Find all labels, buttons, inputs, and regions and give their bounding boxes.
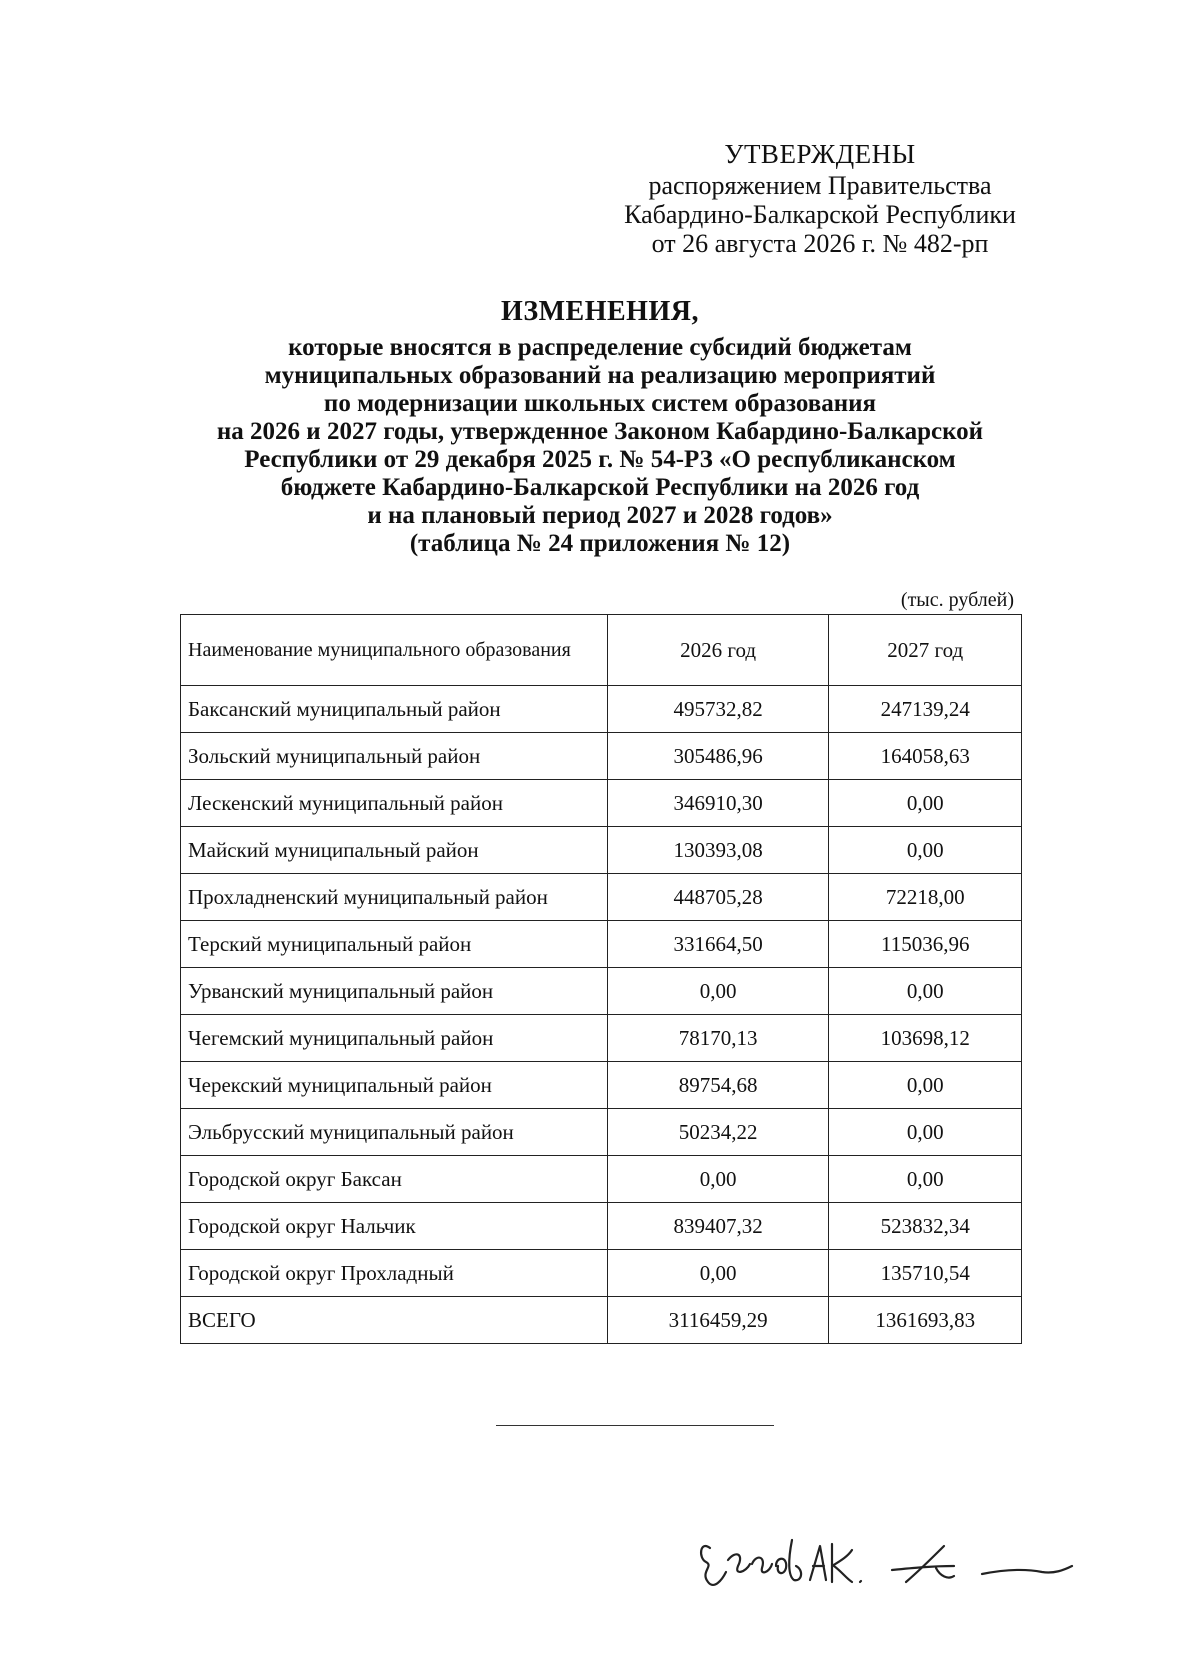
approval-line: распоряжением Правительства: [648, 171, 992, 200]
header-year-2026: 2026 год: [607, 615, 829, 686]
unit-label: (тыс. рублей): [900, 589, 1014, 611]
table-row: [181, 733, 1022, 780]
cell-municipality: Черекский муниципальный район: [181, 1062, 608, 1109]
cell-municipality: Зольский муниципальный район: [181, 733, 608, 780]
table-row: [181, 1015, 1022, 1062]
cell-municipality: Майский муниципальный район: [181, 827, 608, 874]
cell-2026: 0,00: [607, 1156, 829, 1203]
table-total-row: [181, 1297, 1022, 1344]
document-subtitle-line: бюджете Кабардино-Балкарской Республики на 2026 год: [280, 474, 920, 501]
cell-municipality: Баксанский муниципальный район: [181, 686, 608, 733]
document-subtitle-line: Республики от 29 декабря 2025 г. № 54-РЗ «О республиканском: [244, 446, 956, 473]
cell-municipality: Терский муниципальный район: [181, 921, 608, 968]
cell-2027: 0,00: [829, 968, 1022, 1015]
header-year-2027: 2027 год: [829, 615, 1022, 686]
cell-2027: 523832,34: [829, 1203, 1022, 1250]
subsidy-table: [180, 614, 1022, 1344]
cell-2027: 0,00: [829, 1156, 1022, 1203]
cell-2026: 78170,13: [607, 1015, 829, 1062]
table-row: [181, 1062, 1022, 1109]
cell-2026: 0,00: [607, 1250, 829, 1297]
approval-block: [600, 140, 1040, 258]
cell-2026: 130393,08: [607, 827, 829, 874]
header-municipality: Наименование муниципального образования: [181, 615, 608, 686]
cell-2026: 305486,96: [607, 733, 829, 780]
table-row: [181, 780, 1022, 827]
cell-2026: 0,00: [607, 968, 829, 1015]
cell-2026: 839407,32: [607, 1203, 829, 1250]
cell-2027: 135710,54: [829, 1250, 1022, 1297]
document-subtitle-line: муниципальных образований на реализацию мероприятий: [264, 362, 936, 389]
table-row: [181, 827, 1022, 874]
cell-2026: 495732,82: [607, 686, 829, 733]
cell-2026: 89754,68: [607, 1062, 829, 1109]
separator-line: [496, 1425, 774, 1426]
table-row: [181, 874, 1022, 921]
document-title: ИЗМЕНЕНИЯ,: [501, 296, 699, 327]
approval-line: от 26 августа 2026 г. № 482-рп: [651, 229, 989, 258]
cell-municipality: Прохладненский муниципальный район: [181, 874, 608, 921]
approval-title: УТВЕРЖДЕНЫ: [724, 139, 916, 169]
document-subtitle-line: которые вносятся в распределение субсидий бюджетам: [288, 334, 912, 361]
table-row: [181, 1156, 1022, 1203]
document-subtitle-line: и на плановый период 2027 и 2028 годов»: [367, 502, 833, 529]
cell-municipality: Городской округ Прохладный: [181, 1250, 608, 1297]
cell-2026: 448705,28: [607, 874, 829, 921]
cell-municipality: Урванский муниципальный район: [181, 968, 608, 1015]
table-header-row: [181, 615, 1022, 686]
cell-municipality: Городской округ Нальчик: [181, 1203, 608, 1250]
cell-2026: 346910,30: [607, 780, 829, 827]
cell-total-label: ВСЕГО: [181, 1297, 608, 1344]
cell-2027: 0,00: [829, 1062, 1022, 1109]
cell-2027: 0,00: [829, 827, 1022, 874]
cell-2026: 50234,22: [607, 1109, 829, 1156]
handwritten-signature: [692, 1510, 1132, 1600]
cell-2027: 115036,96: [829, 921, 1022, 968]
cell-2027: 0,00: [829, 780, 1022, 827]
document-subtitle-line: по модернизации школьных систем образования: [323, 390, 877, 417]
cell-municipality: Городской округ Баксан: [181, 1156, 608, 1203]
table-row: [181, 1250, 1022, 1297]
cell-municipality: Эльбрусский муниципальный район: [181, 1109, 608, 1156]
cell-2026: 331664,50: [607, 921, 829, 968]
cell-total-2026: 3116459,29: [607, 1297, 829, 1344]
document-subtitle-line: (таблица № 24 приложения № 12): [409, 530, 791, 557]
cell-2027: 103698,12: [829, 1015, 1022, 1062]
document-subtitle-line: на 2026 и 2027 годы, утвержденное Законом Кабардино-Балкарской: [216, 418, 984, 445]
table-row: [181, 686, 1022, 733]
document-heading: [150, 296, 1050, 558]
table-row: [181, 1109, 1022, 1156]
cell-2027: 247139,24: [829, 686, 1022, 733]
cell-2027: 164058,63: [829, 733, 1022, 780]
table-row: [181, 1203, 1022, 1250]
cell-total-2027: 1361693,83: [829, 1297, 1022, 1344]
cell-municipality: Чегемский муниципальный район: [181, 1015, 608, 1062]
approval-line: Кабардино-Балкарской Республики: [624, 200, 1016, 229]
cell-2027: 0,00: [829, 1109, 1022, 1156]
table-row: [181, 968, 1022, 1015]
table-row: [181, 921, 1022, 968]
cell-2027: 72218,00: [829, 874, 1022, 921]
cell-municipality: Лескенский муниципальный район: [181, 780, 608, 827]
